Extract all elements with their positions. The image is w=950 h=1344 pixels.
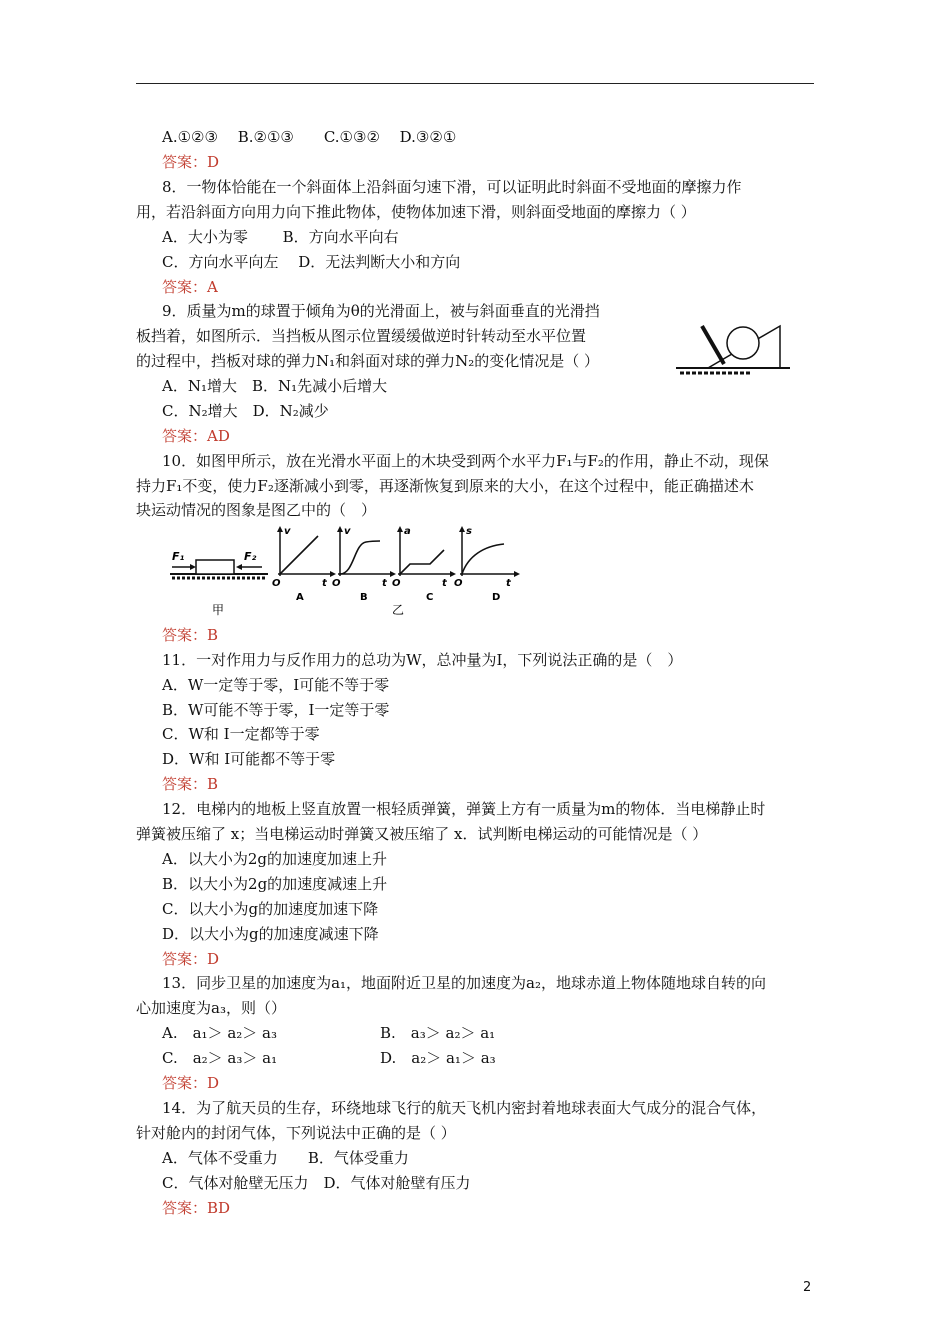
fig-jia — [170, 550, 268, 617]
block — [196, 560, 234, 574]
label-yi: 乙 — [392, 603, 405, 617]
q9-options-line1: A．N₁增大 B．N₁先减小后增大 — [162, 377, 388, 395]
q13-stem-line1: 13．同步卫星的加速度为a₁，地面附近卫星的加速度为a₂，地球赤道上物体随地球自转的向 — [162, 974, 767, 992]
q8-options-line2: C．方向水平向左 D．无法判断大小和方向 — [162, 253, 461, 271]
q13-option-b: B. a₃＞ a₂＞ a₁ — [380, 1024, 496, 1042]
q11-option-a: A．W一定等于零，I可能不等于零 — [162, 676, 390, 694]
q12-option-c: C．以大小为g的加速度加速下降 — [162, 900, 379, 918]
q10-answer: 答案：B — [162, 626, 219, 644]
svg-text:t: t — [442, 578, 447, 589]
q13-option-d: D. a₂＞ a₁＞ a₃ — [380, 1049, 496, 1067]
svg-text:t: t — [506, 578, 511, 589]
graph-A-curve — [280, 536, 318, 574]
svg-text:O: O — [454, 578, 463, 589]
q13-stem-line2: 心加速度为a₃，则（） — [136, 999, 286, 1017]
q8-stem-line1: 8．一物体恰能在一个斜面体上沿斜面匀速下滑，可以证明此时斜面不受地面的摩擦力作 — [162, 178, 742, 196]
q11-answer: 答案：B — [162, 775, 219, 793]
svg-text:O: O — [332, 578, 341, 589]
q13-option-c: C. a₂＞ a₃＞ a₁ — [162, 1049, 278, 1067]
header-rule — [136, 83, 814, 84]
q14-answer: 答案：BD — [162, 1199, 231, 1217]
label-jia: 甲 — [212, 603, 225, 617]
q8-answer: 答案：A — [162, 278, 218, 296]
q9-incline-figure — [672, 318, 802, 380]
graph-C — [392, 526, 456, 603]
q9-stem-line2: 板挡着，如图所示．当挡板从图示位置缓缓做逆时针转动至水平位置 — [136, 327, 587, 345]
svg-text:O: O — [392, 578, 401, 589]
svg-text:s: s — [466, 526, 472, 537]
svg-text:v: v — [344, 526, 351, 537]
q13-answer: 答案：D — [162, 1074, 220, 1092]
q11-option-d: D．W和 I可能都不等于零 — [162, 750, 336, 768]
q10-figure — [168, 522, 528, 622]
svg-text:O: O — [272, 578, 281, 589]
q12-answer: 答案：D — [162, 950, 220, 968]
graph-A — [272, 526, 336, 603]
page-number: 2 — [803, 1280, 812, 1295]
q12-option-b: B．以大小为2g的加速度减速上升 — [162, 875, 388, 893]
svg-text:t: t — [382, 578, 387, 589]
q14-options-line1: A．气体不受重力 B．气体受重力 — [162, 1149, 409, 1167]
q11-option-c: C．W和 I一定都等于零 — [162, 725, 320, 743]
q14-stem-line2: 针对舱内的封闭气体，下列说法中正确的是（ ） — [136, 1124, 456, 1142]
q12-option-d: D．以大小为g的加速度减速下降 — [162, 925, 379, 943]
svg-text:t: t — [322, 578, 327, 589]
q8-stem-line2: 用，若沿斜面方向用力向下推此物体，使物体加速下滑，则斜面受地面的摩擦力（ ） — [136, 203, 696, 221]
label-f2: F₂ — [244, 550, 257, 563]
q12-stem-line2: 弹簧被压缩了 x；当电梯运动时弹簧又被压缩了 x．试判断电梯运动的可能情况是（ ） — [136, 825, 708, 843]
baffle — [702, 326, 724, 364]
label-C: C — [426, 592, 434, 603]
q13-option-a: A. a₁＞ a₂＞ a₃ — [162, 1024, 278, 1042]
q7-options: A.①②③ B.②①③ C.①③② D.③②① — [162, 128, 457, 146]
graph-C-curve — [400, 550, 444, 574]
q9-stem-line1: 9．质量为m的球置于倾角为θ的光滑面上，被与斜面垂直的光滑挡 — [162, 302, 600, 320]
label-f1: F₁ — [172, 550, 185, 563]
svg-text:v: v — [284, 526, 291, 537]
label-A: A — [296, 592, 304, 603]
q11-stem: 11．一对作用力与反作用力的总功为W，总冲量为I，下列说法正确的是（ ） — [162, 651, 683, 669]
q14-options-line2: C．气体对舱壁无压力 D．气体对舱壁有压力 — [162, 1174, 471, 1192]
q7-answer: 答案：D — [162, 153, 220, 171]
graph-D-curve — [462, 544, 504, 574]
q12-option-a: A．以大小为2g的加速度加速上升 — [162, 850, 387, 868]
q9-options-line2: C．N₂增大 D．N₂减少 — [162, 402, 329, 420]
q12-stem-line1: 12．电梯内的地板上竖直放置一根轻质弹簧，弹簧上方有一质量为m的物体．当电梯静止时 — [162, 800, 766, 818]
graph-B-curve — [340, 541, 380, 574]
q9-answer: 答案：AD — [162, 427, 230, 445]
q11-option-b: B．W可能不等于零，I一定等于零 — [162, 701, 390, 719]
ball — [727, 327, 759, 359]
graph-B — [332, 526, 404, 617]
q14-stem-line1: 14．为了航天员的生存，环绕地球飞行的航天飞机内密封着地球表面大气成分的混合气体， — [162, 1099, 767, 1117]
label-B: B — [360, 592, 368, 603]
graph-D — [454, 526, 520, 603]
q10-stem-line2: 持力F₁不变，使力F₂逐渐减小到零，再逐渐恢复到原来的大小，在这个过程中，能正确描述木 — [136, 477, 754, 495]
label-D: D — [492, 592, 501, 603]
q10-stem-line3: 块运动情况的图象是图乙中的（ ） — [136, 501, 377, 519]
q10-stem-line1: 10．如图甲所示，放在光滑水平面上的木块受到两个水平力F₁与F₂的作用，静止不动，现保 — [162, 452, 769, 470]
q8-options-line1: A．大小为零 B．方向水平向右 — [162, 228, 399, 246]
svg-text:a: a — [404, 526, 411, 537]
q9-stem-line3: 的过程中，挡板对球的弹力N₁和斜面对球的弹力N₂的变化情况是（ ） — [136, 352, 600, 370]
